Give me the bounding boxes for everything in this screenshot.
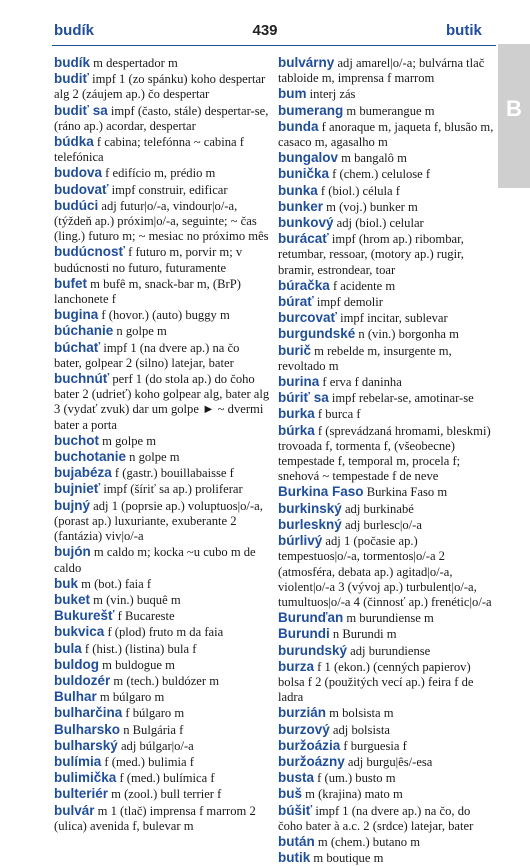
definition: m buldogue m [102,657,175,672]
dictionary-column-right [278,55,494,866]
headword: buržoázia [278,737,341,753]
dictionary-entry [54,673,270,689]
dictionary-entry [54,307,270,323]
dictionary-entry [278,834,494,850]
dictionary-entry [54,55,270,71]
headword: budiť sa [54,102,108,118]
dictionary-entry [54,705,270,721]
definition: m despertador m [93,56,178,70]
dictionary-entry [54,803,270,834]
definition: adj burlesc|o/-a [344,517,422,532]
definition: f anoraque m, jaqueta f, blusão m, casaco m, agasalho m [278,119,494,150]
dictionary-entry [54,641,270,657]
definition: m (krajina) mato m [305,787,403,802]
headword: búšiť [278,802,313,818]
definition: n golpe m [116,324,167,339]
guide-word-left: budík [54,22,94,39]
definition: impf (šíriť sa ap.) proliferar [103,482,243,497]
dictionary-entry [54,786,270,802]
dictionary-entry [278,86,494,102]
dictionary-entry [278,484,494,500]
headword: budova [54,165,103,181]
definition: m boutique m [313,851,384,866]
headword: burgundské [278,326,356,342]
definition: m bangalô m [341,151,407,166]
headword: búdka [54,134,94,150]
headword: buchnúť [54,371,110,387]
definition: m (chem.) butano m [317,834,421,849]
dictionary-entry [54,624,270,640]
dictionary-entry [54,754,270,770]
headword: búchanie [54,323,114,339]
definition: Burkina Faso m [366,485,448,500]
definition: impf (často, stále) despertar-se, (ráno ap.) acordar, despertar [54,103,269,133]
dictionary-entry [54,433,270,449]
headword: bum [278,86,307,102]
definition: perf 1 (do stola ap.) do čoho bater 2 (udrieť) koho golpear alg, bater alg 3 (vydať zvuk) dar um golpe ► ~ dvermi bater a porta [54,372,270,432]
headword: busta [278,770,315,786]
definition: f burguesia f [343,738,407,753]
definition: adj búlgar|o/-a [120,738,194,753]
headword: burzián [278,705,327,721]
definition: adj 1 (poprsie ap.) voluptuos|o/-a, (porast ap.) luxuriante, exuberante 2 (fantázia) viv|o/-a [54,498,263,544]
headword: burič [278,342,312,358]
headword: burina [278,374,320,390]
headword: buchotanie [54,449,127,465]
dictionary-entry [54,738,270,754]
headword: bungalov [278,150,338,166]
dictionary-entry [54,276,270,307]
headword: Bukurešť [54,608,115,624]
dictionary-entry [54,576,270,592]
definition: n golpe m [129,450,180,465]
definition: m (tech.) buldózer m [113,673,220,688]
headword: budovať [54,181,109,197]
definition: n (vin.) borgonha m [358,327,459,342]
headword: buket [54,591,91,607]
definition: f (hovor.) (auto) buggy m [101,308,230,323]
dictionary-entry [54,689,270,705]
headword: bulvár [54,802,95,818]
definition: impf construir, edificar [111,182,228,197]
dictionary-entry [278,626,494,642]
dictionary-entry [278,390,494,406]
headword: bulharský [54,737,118,753]
definition: f búlgaro m [125,706,185,721]
dictionary-entry [278,310,494,326]
definition: n Burundi m [332,627,397,642]
headword: buk [54,575,79,591]
headword: butik [278,850,311,866]
dictionary-column-left [54,55,270,834]
definition: f (gastr.) bouillabaisse f [114,466,234,481]
page-header [0,0,530,46]
dictionary-entry [278,423,494,485]
headword: Burundi [278,626,330,642]
dictionary-entry [278,610,494,626]
definition: impf 1 (zo spánku) koho despertar alg 2 (záujem ap.) čo despertar [54,72,266,102]
headword: budúci [54,197,99,213]
definition: m bufê m, snack-bar m, (BrP) lanchonete f [54,276,241,307]
definition: f erva f daninha [322,375,402,390]
dictionary-entry [54,449,270,465]
dictionary-entry [54,722,270,738]
headword: buchot [54,432,99,448]
section-thumb-tab [498,44,530,188]
dictionary-entry [278,278,494,294]
dictionary-entry [278,166,494,182]
definition: f (med.) bulimia f [104,754,194,769]
definition: m bumerangue m [346,103,435,118]
headword: bunička [278,166,330,182]
dictionary-entry [278,103,494,119]
definition: m bolsista m [329,706,394,721]
definition: m burundiense m [346,611,434,626]
dictionary-entry [54,608,270,624]
headword: bután [278,833,315,849]
headword: buldozér [54,672,111,688]
headword: burácať [278,231,329,247]
dictionary-entry [54,134,270,165]
headword: bulímia [54,753,102,769]
dictionary-entry [278,770,494,786]
headword: bulvárny [278,55,335,70]
definition: m (vin.) buquê m [93,592,181,607]
headword: Bulhar [54,689,97,705]
definition: impf 1 (na dvere ap.) na čo bater, golpear 2 (silno) latejar, bater [54,340,240,370]
headword: bulimička [54,770,117,786]
dictionary-entry [54,103,270,134]
definition: f Bucareste [117,609,175,624]
headword: burkinský [278,500,342,516]
definition: adj futur|o/-a, vindour|o/-a, (týždeň ap.) próxim|o/-a, seguinte; ~ čas (ling.) futuro m; ~ mesiac no próximo mês [54,198,269,244]
definition: m 1 (tlač) imprensa f marrom 2 (ulica) avenida f, bulevar m [54,803,256,833]
headword: búračka [278,277,330,293]
definition: adj bolsista [332,722,390,737]
headword: bufet [54,275,87,291]
headword: buržoázny [278,753,345,769]
definition: impf incitar, sublevar [340,311,448,326]
definition: n Bulgária f [123,722,184,737]
headword: búchať [54,339,101,355]
headword: burundský [278,642,348,658]
dictionary-entry [278,374,494,390]
definition: m (zool.) bull terrier f [111,787,222,802]
definition: adj burkinabé [344,501,414,516]
dictionary-entry [278,517,494,533]
headword: bukvica [54,624,105,640]
headword: bulharčina [54,705,123,721]
dictionary-entry [278,326,494,342]
dictionary-entry [278,643,494,659]
dictionary-entry [278,705,494,721]
dictionary-entry [54,165,270,181]
headword: búrka [278,422,315,438]
headword: bumerang [278,102,344,118]
definition: adj (biol.) celular [336,216,424,231]
dictionary-entry [54,244,270,275]
dictionary-entry [278,850,494,866]
definition: m rebelde m, insurgente m, revoltado m [278,343,452,373]
dictionary-entry [54,481,270,497]
definition: f (um.) busto m [317,771,396,786]
headword: burzový [278,721,330,737]
definition: f futuro m, porvir m; v budúcnosti no futuro, futuramente [54,245,243,275]
dictionary-entry [278,722,494,738]
dictionary-entry [54,371,270,433]
dictionary-entry [278,786,494,802]
dictionary-entry [278,119,494,150]
headword: bulteriér [54,786,109,802]
dictionary-entry [278,406,494,422]
dictionary-entry [278,533,494,610]
headword: búrať [278,294,314,310]
definition: impf 1 (na dvere ap.) na čo, do čoho bater à a.c. 2 (srdce) latejar, bater [278,803,474,833]
definition: m (bot.) faia f [81,576,152,591]
headword: bujný [54,497,90,513]
definition: m caldo m; kocka ~u cubo m de caldo [54,545,256,575]
page-number: 439 [252,22,278,39]
dictionary-entry [278,199,494,215]
definition: f (plod) fruto m da faia [107,625,224,640]
headword: buš [278,786,303,802]
definition: f (sprevádzaná hromami, bleskmi) trovoada f, tormenta f, (všeobecne) tempestade f, temporal m, procela f; snehová ~ tempestade f de neve [278,423,491,484]
dictionary-entry [54,465,270,481]
dictionary-entry [54,182,270,198]
headword: Bulharsko [54,721,121,737]
dictionary-entry [278,501,494,517]
dictionary-entry [278,55,494,86]
definition: f burca f [317,407,361,422]
dictionary-entry [278,150,494,166]
headword: burka [278,406,315,422]
headword: burza [278,658,315,674]
dictionary-entry [278,343,494,374]
definition: impf rebelar-se, amotinar-se [331,391,474,406]
definition: f 1 (ekon.) (cenných papierov) bolsa f 2 (použitých vecí ap.) feira f de ladra [278,659,474,705]
headword: bunkový [278,215,334,231]
definition: adj amarel|o/-a; bulvárna tlač tabloide m, imprensa f marrom [278,56,485,86]
definition: f acidente m [332,278,396,293]
headword: bujnieť [54,481,101,497]
definition: m búlgaro m [99,690,165,705]
definition: f (chem.) celulose f [332,167,431,182]
headword: búriť sa [278,390,329,406]
headword: bula [54,640,82,656]
dictionary-entry [278,738,494,754]
definition: f (biol.) célula f [320,183,400,198]
dictionary-entry [278,659,494,706]
definition: adj 1 (počasie ap.) tempestuos|o/-a, tormentos|o/-a 2 (atmosféra, debata ap.) agitad|o/-a, violent|o/-a 3 (vývoj ap.) turbulent|o/-a, tumultuos|o/-a 4 (činnosť ap.) frenétic|o/-a [278,534,492,609]
headword: Burkina Faso [278,484,364,500]
headword: buldog [54,656,99,672]
definition: impf demolir [316,295,383,310]
headword: bunda [278,118,319,134]
definition: interj zás [309,87,356,102]
definition: f edifício m, prédio m [105,166,216,181]
section-letter: B [506,96,522,121]
headword: bunker [278,198,324,214]
dictionary-entry [54,71,270,102]
headword: bunka [278,182,318,198]
dictionary-entry [54,544,270,575]
dictionary-entry [278,183,494,199]
dictionary-entry [54,498,270,545]
headword: bujabéza [54,465,112,481]
dictionary-entry [54,340,270,371]
headword: budík [54,55,90,70]
dictionary-entry [54,323,270,339]
headword: Burunďan [278,610,344,626]
definition: adj burgu|ês/-esa [347,754,433,769]
dictionary-entry [278,803,494,834]
headword: budúcnosť [54,244,125,260]
definition: m (voj.) bunker m [326,199,418,214]
definition: m golpe m [102,433,157,448]
dictionary-entry [54,592,270,608]
definition: f (hist.) (listina) bula f [84,641,197,656]
definition: adj burundiense [350,643,431,658]
headword: burleskný [278,516,342,532]
headword: burcovať [278,310,337,326]
definition: f cabina; telefónna ~ cabina f telefónica [54,135,244,165]
dictionary-entry [54,198,270,245]
dictionary-entry [278,754,494,770]
dictionary-entry [278,294,494,310]
headword: búrlivý [278,533,323,549]
dictionary-entry [54,657,270,673]
headword: budiť [54,71,89,87]
definition: impf (hrom ap.) ribombar, retumbar, ressoar, (motory ap.) rugir, bramir, estrondear, toar [278,232,464,277]
headword: bujón [54,544,91,560]
guide-word-right: butik [446,22,482,39]
dictionary-entry [278,215,494,231]
header-rule [52,45,496,46]
headword: bugina [54,307,99,323]
dictionary-entry [54,770,270,786]
dictionary-entry [278,231,494,278]
definition: f (med.) bulímica f [119,771,215,786]
